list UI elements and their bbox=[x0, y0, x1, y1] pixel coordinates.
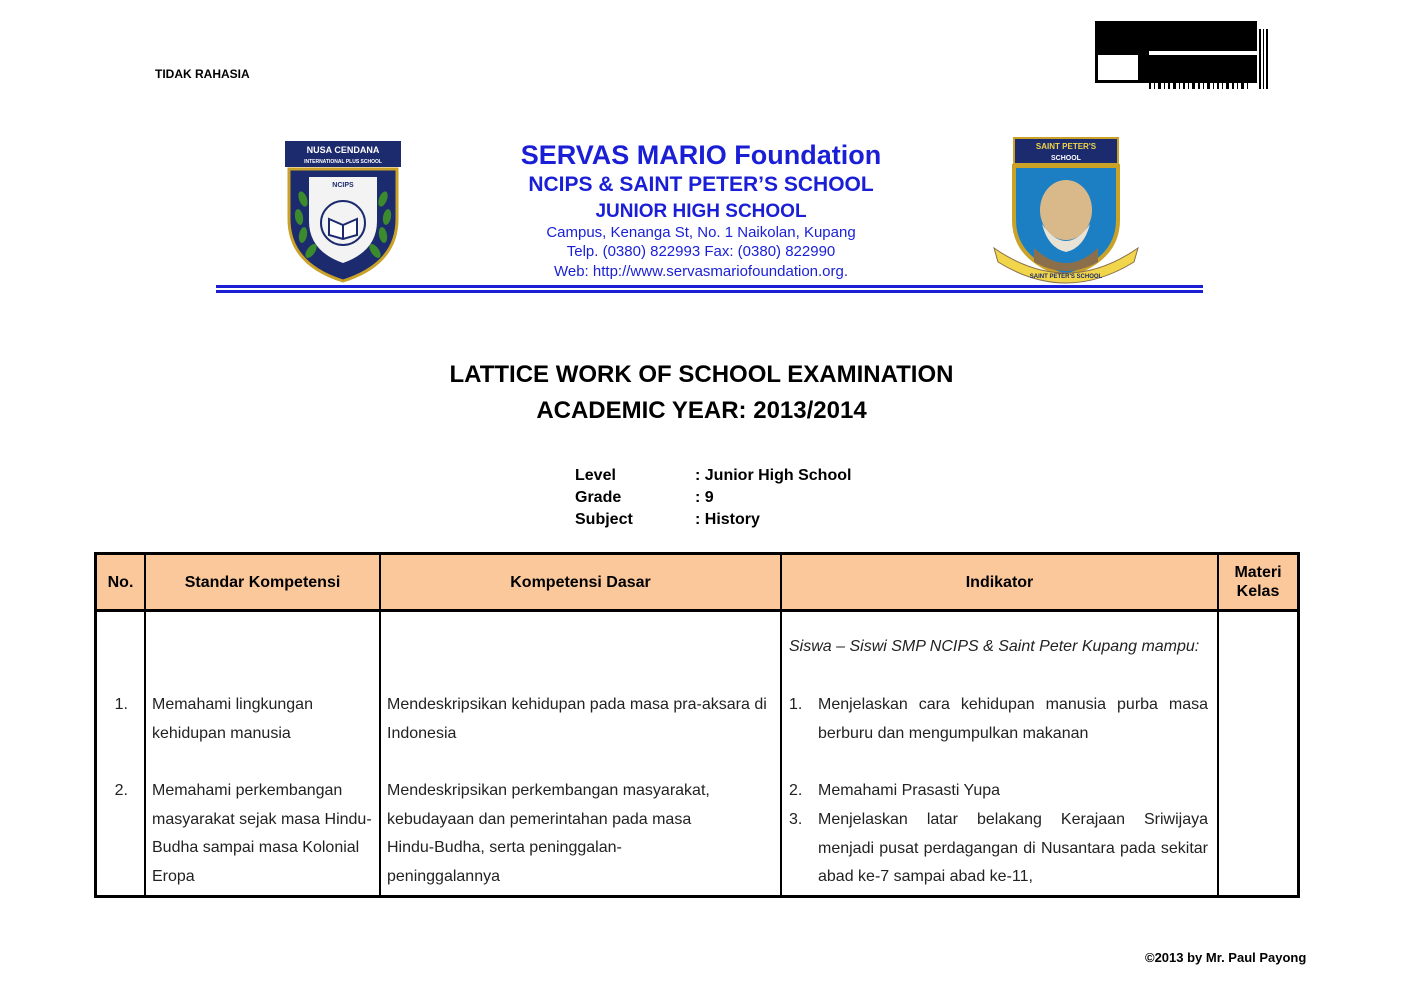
indicator-3-number: 3. bbox=[789, 811, 803, 828]
header-no: No. bbox=[107, 573, 134, 591]
crest-sub-text: INTERNATIONAL PLUS SCHOOL bbox=[304, 159, 382, 165]
crest-badge-text: NCIPS bbox=[332, 182, 354, 189]
lattice-table bbox=[94, 552, 1300, 898]
crest-top-text: NUSA CENDANA bbox=[306, 145, 380, 155]
indicator-intro: Siswa – Siswi SMP NCIPS & Saint Peter Kupang mampu: bbox=[789, 638, 1200, 655]
crest-ribbon-text: SAINT PETER'S SCHOOL bbox=[1029, 274, 1103, 280]
row-1-kompetensi-dasar: Mendeskripsikan kehidupan pada masa pra-aksara di Indonesia bbox=[387, 696, 767, 742]
letterhead-rule-bottom bbox=[216, 290, 1203, 293]
row-1-number: 1. bbox=[114, 696, 128, 713]
document-title: LATTICE WORK OF SCHOOL EXAMINATION bbox=[449, 361, 954, 388]
header-kompetensi-dasar: Kompetensi Dasar bbox=[510, 573, 651, 591]
saint-peters-crest-logo bbox=[990, 128, 1142, 288]
info-level-label: Level bbox=[575, 467, 616, 484]
row-2-kompetensi-dasar: Mendeskripsikan perkembangan masyarakat, kebudayaan dan pemerintahan pada masa Hindu-Budha, serta peninggalan-peninggalannya bbox=[387, 782, 710, 886]
school-phone: Telp. (0380) 822993 Fax: (0380) 822990 bbox=[566, 243, 836, 260]
row-1-standar-kompetensi: Memahami lingkungan kehidupan manusia bbox=[152, 696, 313, 742]
indicator-1-number: 1. bbox=[789, 696, 803, 713]
column-divider bbox=[1217, 555, 1219, 895]
document-subtitle: ACADEMIC YEAR: 2013/2014 bbox=[536, 397, 867, 424]
header-standar-kompetensi: Standar Kompetensi bbox=[184, 573, 341, 591]
indicator-1-text: Menjelaskan cara kehidupan manusia purba masa berburu dan mengumpulkan makanan bbox=[818, 696, 1208, 742]
row-2-number: 2. bbox=[114, 782, 128, 799]
crest-sub-text: SCHOOL bbox=[1051, 155, 1081, 162]
header-materi-kelas: Materi Kelas bbox=[1234, 564, 1282, 600]
letterhead-rule-top bbox=[216, 285, 1203, 288]
header-indikator: Indikator bbox=[965, 573, 1034, 591]
indicator-2-text: Memahami Prasasti Yupa bbox=[818, 782, 1001, 799]
info-grade-value: : 9 bbox=[695, 489, 714, 506]
info-grade-label: Grade bbox=[575, 489, 622, 506]
foundation-name: SERVAS MARIO Foundation bbox=[520, 140, 882, 170]
row-2-standar-kompetensi: Memahami perkembangan masyarakat sejak masa Hindu-Budha sampai masa Kolonial Eropa bbox=[152, 782, 372, 886]
school-address: Campus, Kenanga St, No. 1 Naikolan, Kupang bbox=[546, 224, 856, 241]
copyright-footer: ©2013 by Mr. Paul Payong bbox=[1145, 950, 1307, 965]
indicator-2-number: 2. bbox=[789, 782, 803, 799]
classification-label: TIDAK RAHASIA bbox=[155, 67, 250, 81]
school-level: JUNIOR HIGH SCHOOL bbox=[595, 201, 807, 222]
ncips-crest-logo bbox=[283, 139, 403, 283]
info-subject-value: : History bbox=[695, 511, 760, 528]
barcode-graphic bbox=[1095, 21, 1270, 89]
info-level-value: : Junior High School bbox=[695, 467, 852, 484]
crest-top-text: SAINT PETER'S bbox=[1035, 142, 1097, 151]
school-names: NCIPS & SAINT PETER’S SCHOOL bbox=[528, 173, 874, 196]
info-subject-label: Subject bbox=[575, 511, 633, 528]
indicator-3-text: Menjelaskan latar belakang Kerajaan Sriwijaya menjadi pusat perdagangan di Nusantara pada sekitar abad ke-7 sampai abad ke-11, bbox=[818, 811, 1208, 886]
school-website: Web: http://www.servasmariofoundation.org. bbox=[553, 263, 849, 280]
